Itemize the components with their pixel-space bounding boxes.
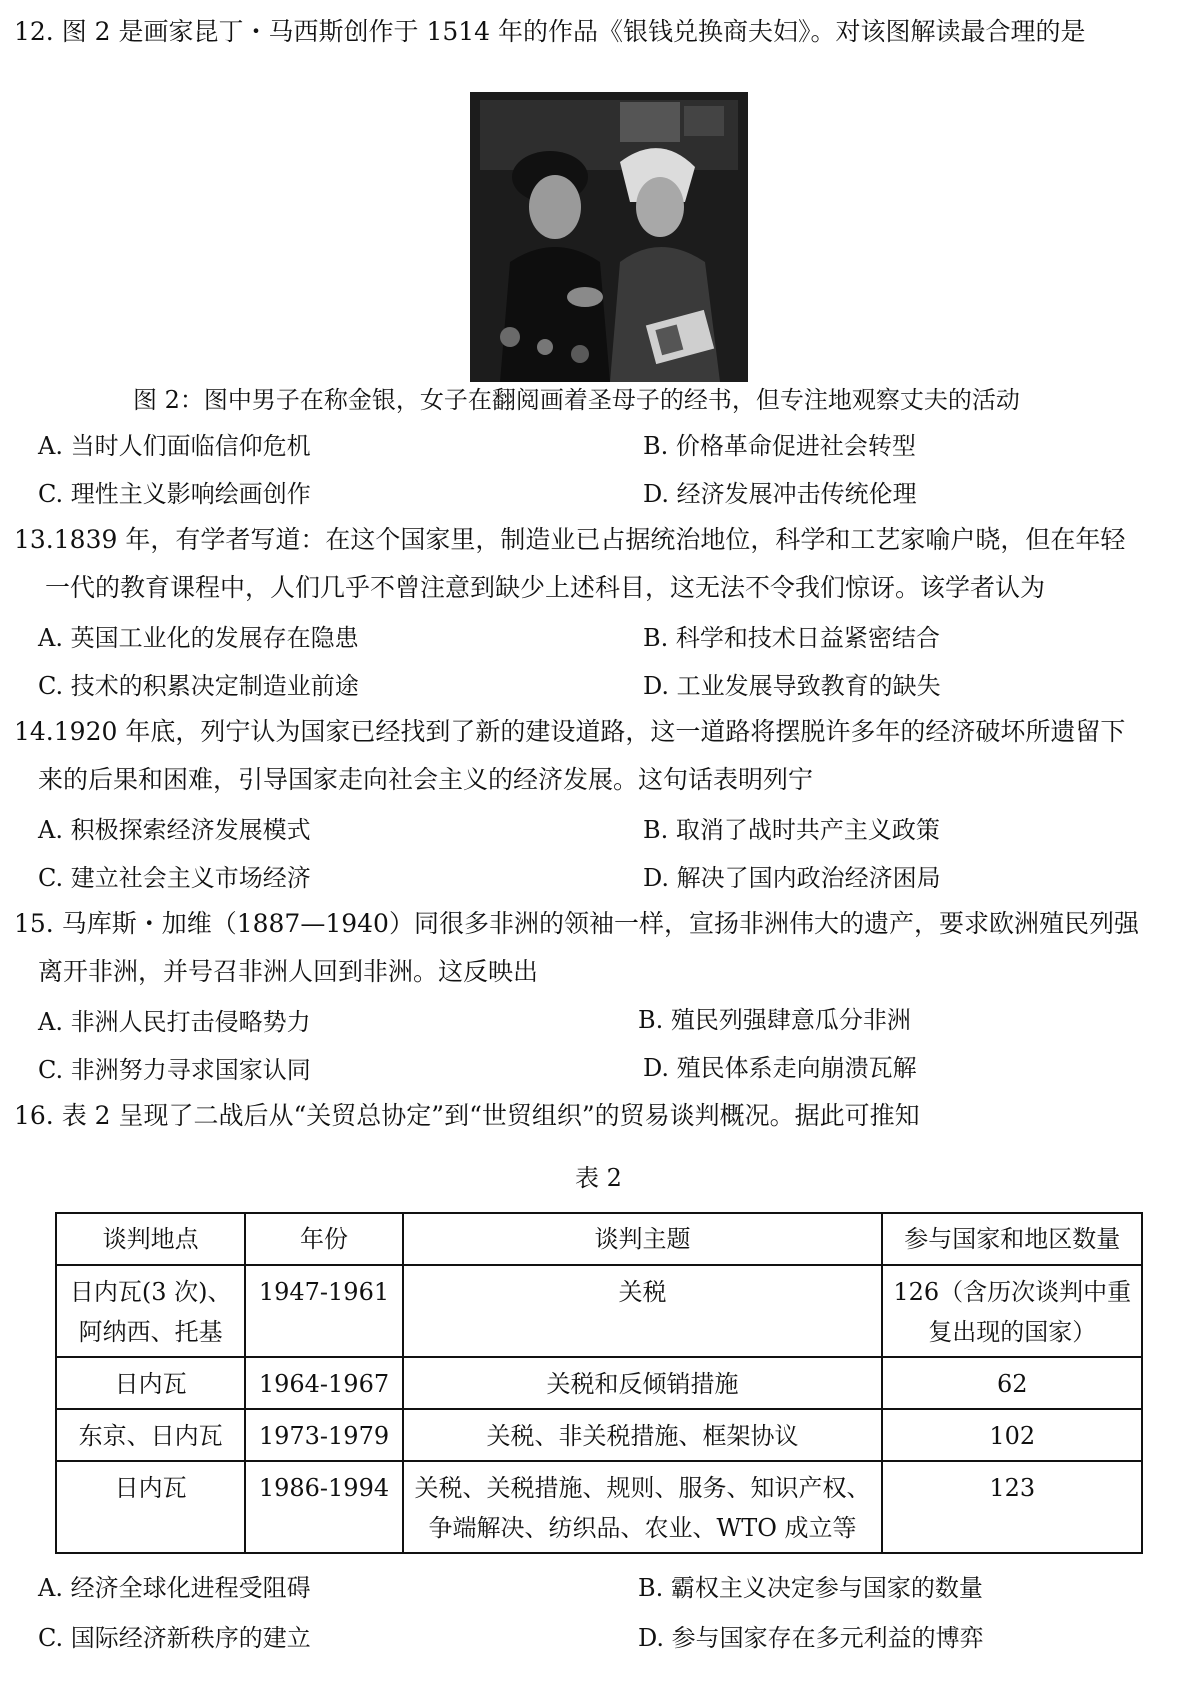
place-cell: 日内瓦 (56, 1461, 245, 1553)
q13-option-a[interactable]: A. 英国工业化的发展存在隐患 (38, 624, 359, 652)
q13-option-d[interactable]: D. 工业发展导致教育的缺失 (643, 672, 941, 700)
q15-option-a[interactable]: A. 非洲人民打击侵略势力 (38, 1008, 311, 1036)
years-cell: 1986-1994 (245, 1461, 402, 1553)
negotiation-table (55, 1212, 1143, 1554)
cell-line: 126（含历次谈判中重 (893, 1278, 1132, 1306)
q12-option-b[interactable]: B. 价格革命促进社会转型 (643, 432, 916, 460)
table-row (56, 1357, 1142, 1409)
q16-option-c[interactable]: C. 国际经济新秩序的建立 (38, 1624, 311, 1652)
cell-line: 关税、关税措施、规则、服务、知识产权、 (414, 1474, 871, 1502)
cell-line: 日内瓦(3 次)、 (69, 1278, 232, 1306)
cell-line: 争端解决、纺织品、农业、WTO 成立等 (428, 1514, 857, 1542)
q15-option-d[interactable]: D. 殖民体系走向崩溃瓦解 (643, 1054, 917, 1082)
q14-stem-line-2: 来的后果和困难，引导国家走向社会主义的经济发展。这句话表明列宁 (38, 765, 814, 794)
q14-option-b[interactable]: B. 取消了战时共产主义政策 (643, 816, 940, 844)
q15-option-c[interactable]: C. 非洲努力寻求国家认同 (38, 1056, 311, 1084)
table-header: 年份 (245, 1213, 402, 1265)
q15-option-b[interactable]: B. 殖民列强肆意瓜分非洲 (638, 1006, 911, 1034)
q12-option-a[interactable]: A. 当时人们面临信仰危机 (38, 432, 311, 460)
place-cell: 日内瓦 (56, 1357, 245, 1409)
table-header: 谈判主题 (403, 1213, 883, 1265)
years-cell: 1973-1979 (245, 1409, 402, 1461)
place-cell (56, 1265, 245, 1357)
years-cell: 1947-1961 (245, 1265, 402, 1357)
figure-caption: 图 2：图中男子在称金银，女子在翻阅画着圣母子的经书，但专注地观察丈夫的活动 (133, 386, 1020, 414)
table-header: 谈判地点 (56, 1213, 245, 1265)
table-row (56, 1409, 1142, 1461)
q16-option-a[interactable]: A. 经济全球化进程受阻碍 (38, 1574, 311, 1602)
q12-option-d[interactable]: D. 经济发展冲击传统伦理 (643, 480, 917, 508)
count-cell: 123 (882, 1461, 1142, 1553)
q16-option-b[interactable]: B. 霸权主义决定参与国家的数量 (638, 1574, 983, 1602)
count-cell: 102 (882, 1409, 1142, 1461)
cell-line: 阿纳西、托基 (78, 1318, 223, 1346)
topic-cell: 关税、非关税措施、框架协议 (403, 1409, 883, 1461)
q12-stem: 12. 图 2 是画家昆丁・马西斯创作于 1514 年的作品《银钱兑换商夫妇》。对该图解读最合理的是 (14, 17, 1086, 46)
table-header-row (56, 1213, 1142, 1265)
topic-cell: 关税和反倾销措施 (403, 1357, 883, 1409)
table-row (56, 1461, 1142, 1553)
years-cell: 1964-1967 (245, 1357, 402, 1409)
moneychanger-painting-icon (470, 92, 748, 382)
q14-option-a[interactable]: A. 积极探索经济发展模式 (38, 816, 311, 844)
painting-image (470, 92, 748, 382)
topic-cell: 关税 (403, 1265, 883, 1357)
q12-option-c[interactable]: C. 理性主义影响绘画创作 (38, 480, 311, 508)
table-header: 参与国家和地区数量 (882, 1213, 1142, 1265)
table-row (56, 1265, 1142, 1357)
q13-stem-line-1: 13.1839 年，有学者写道：在这个国家里，制造业已占据统治地位，科学和工艺家喻户晓，但在年轻 (14, 525, 1126, 554)
topic-cell (403, 1461, 883, 1553)
q14-option-c[interactable]: C. 建立社会主义市场经济 (38, 864, 311, 892)
q14-option-d[interactable]: D. 解决了国内政治经济困局 (643, 864, 941, 892)
q13-stem-line-2: 一代的教育课程中，人们几乎不曾注意到缺少上述科目，这无法不令我们惊讶。该学者认为 (45, 573, 1046, 602)
q15-stem-line-2: 离开非洲，并号召非洲人回到非洲。这反映出 (38, 957, 539, 986)
q16-stem: 16. 表 2 呈现了二战后从“关贸总协定”到“世贸组织”的贸易谈判概况。据此可推知 (14, 1101, 920, 1130)
q16-option-d[interactable]: D. 参与国家存在多元利益的博弈 (638, 1624, 984, 1652)
q15-stem-line-1: 15. 马库斯・加维（1887—1940）同很多非洲的领袖一样，宣扬非洲伟大的遗产，要求欧洲殖民列强 (14, 909, 1139, 938)
count-cell: 62 (882, 1357, 1142, 1409)
table-title: 表 2 (575, 1164, 622, 1192)
count-cell (882, 1265, 1142, 1357)
q13-option-b[interactable]: B. 科学和技术日益紧密结合 (643, 624, 940, 652)
q14-stem-line-1: 14.1920 年底，列宁认为国家已经找到了新的建设道路，这一道路将摆脱许多年的经济破坏所遗留下 (14, 717, 1126, 746)
cell-line: 复出现的国家） (928, 1318, 1097, 1346)
q13-option-c[interactable]: C. 技术的积累决定制造业前途 (38, 672, 359, 700)
place-cell: 东京、日内瓦 (56, 1409, 245, 1461)
